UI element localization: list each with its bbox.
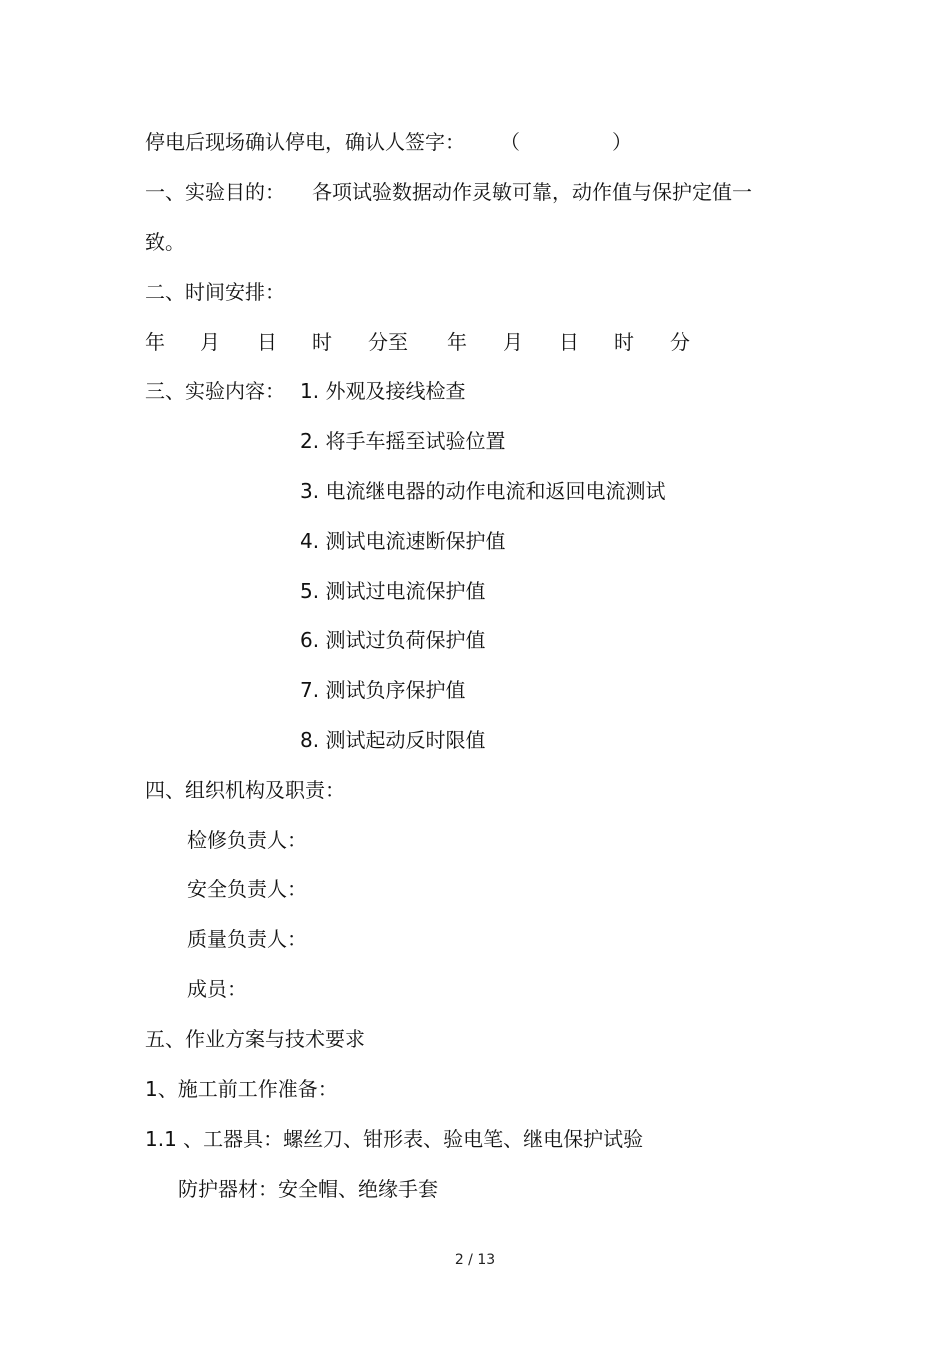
content-item-2: 2. 将手车摇至试验位置 — [300, 429, 506, 453]
confirm-line — [145, 129, 465, 155]
role-quality-lead: 质量负责人： — [187, 927, 307, 951]
time-unit-year-start: 年 — [145, 330, 165, 354]
time-unit-minute-end: 分 — [670, 330, 690, 354]
time-unit-year-end: 年 — [447, 330, 467, 354]
section5-sub1: 1、施工前工作准备： — [145, 1077, 338, 1101]
section1-label: 一、实验目的： — [145, 180, 285, 204]
section1-continuation: 致。 — [145, 230, 185, 254]
confirm-paren-open: （ — [500, 130, 520, 154]
section3-label: 三、实验内容： — [145, 379, 285, 403]
role-maintenance-lead: 检修负责人： — [187, 828, 307, 852]
section2-label: 二、时间安排： — [145, 280, 285, 304]
page-number: 2 / 13 — [454, 1252, 496, 1268]
time-unit-minute-to: 分至 — [368, 330, 408, 354]
content-item-4: 4. 测试电流速断保护值 — [300, 529, 506, 553]
section1-text: 各项试验数据动作灵敏可靠，动作值与保护定值一 — [312, 180, 752, 204]
confirm-text: 停电后现场确认停电，确认人签字： — [145, 130, 465, 154]
time-unit-month-start: 月 — [200, 330, 220, 354]
time-unit-hour-start: 时 — [312, 330, 332, 354]
content-item-6: 6. 测试过负荷保护值 — [300, 628, 486, 652]
section5-tools: 1.1 、工器具：螺丝刀、钳形表、验电笔、继电保护试验 — [145, 1127, 644, 1151]
content-item-5: 5. 测试过电流保护值 — [300, 579, 486, 603]
section5-label: 五、作业方案与技术要求 — [145, 1027, 365, 1051]
content-item-8: 8. 测试起动反时限值 — [300, 728, 486, 752]
section4-label: 四、组织机构及职责： — [145, 778, 345, 802]
time-unit-day-end: 日 — [559, 330, 579, 354]
role-safety-lead: 安全负责人： — [187, 877, 307, 901]
content-item-3: 3. 电流继电器的动作电流和返回电流测试 — [300, 479, 666, 503]
time-unit-day-start: 日 — [257, 330, 277, 354]
time-unit-month-end: 月 — [503, 330, 523, 354]
content-item-1: 1. 外观及接线检查 — [300, 379, 466, 403]
role-members: 成员： — [187, 977, 247, 1001]
confirm-paren-close: ） — [612, 130, 632, 154]
section5-protective: 防护器材：安全帽、绝缘手套 — [178, 1177, 438, 1201]
content-item-7: 7. 测试负序保护值 — [300, 678, 466, 702]
time-unit-hour-end: 时 — [614, 330, 634, 354]
